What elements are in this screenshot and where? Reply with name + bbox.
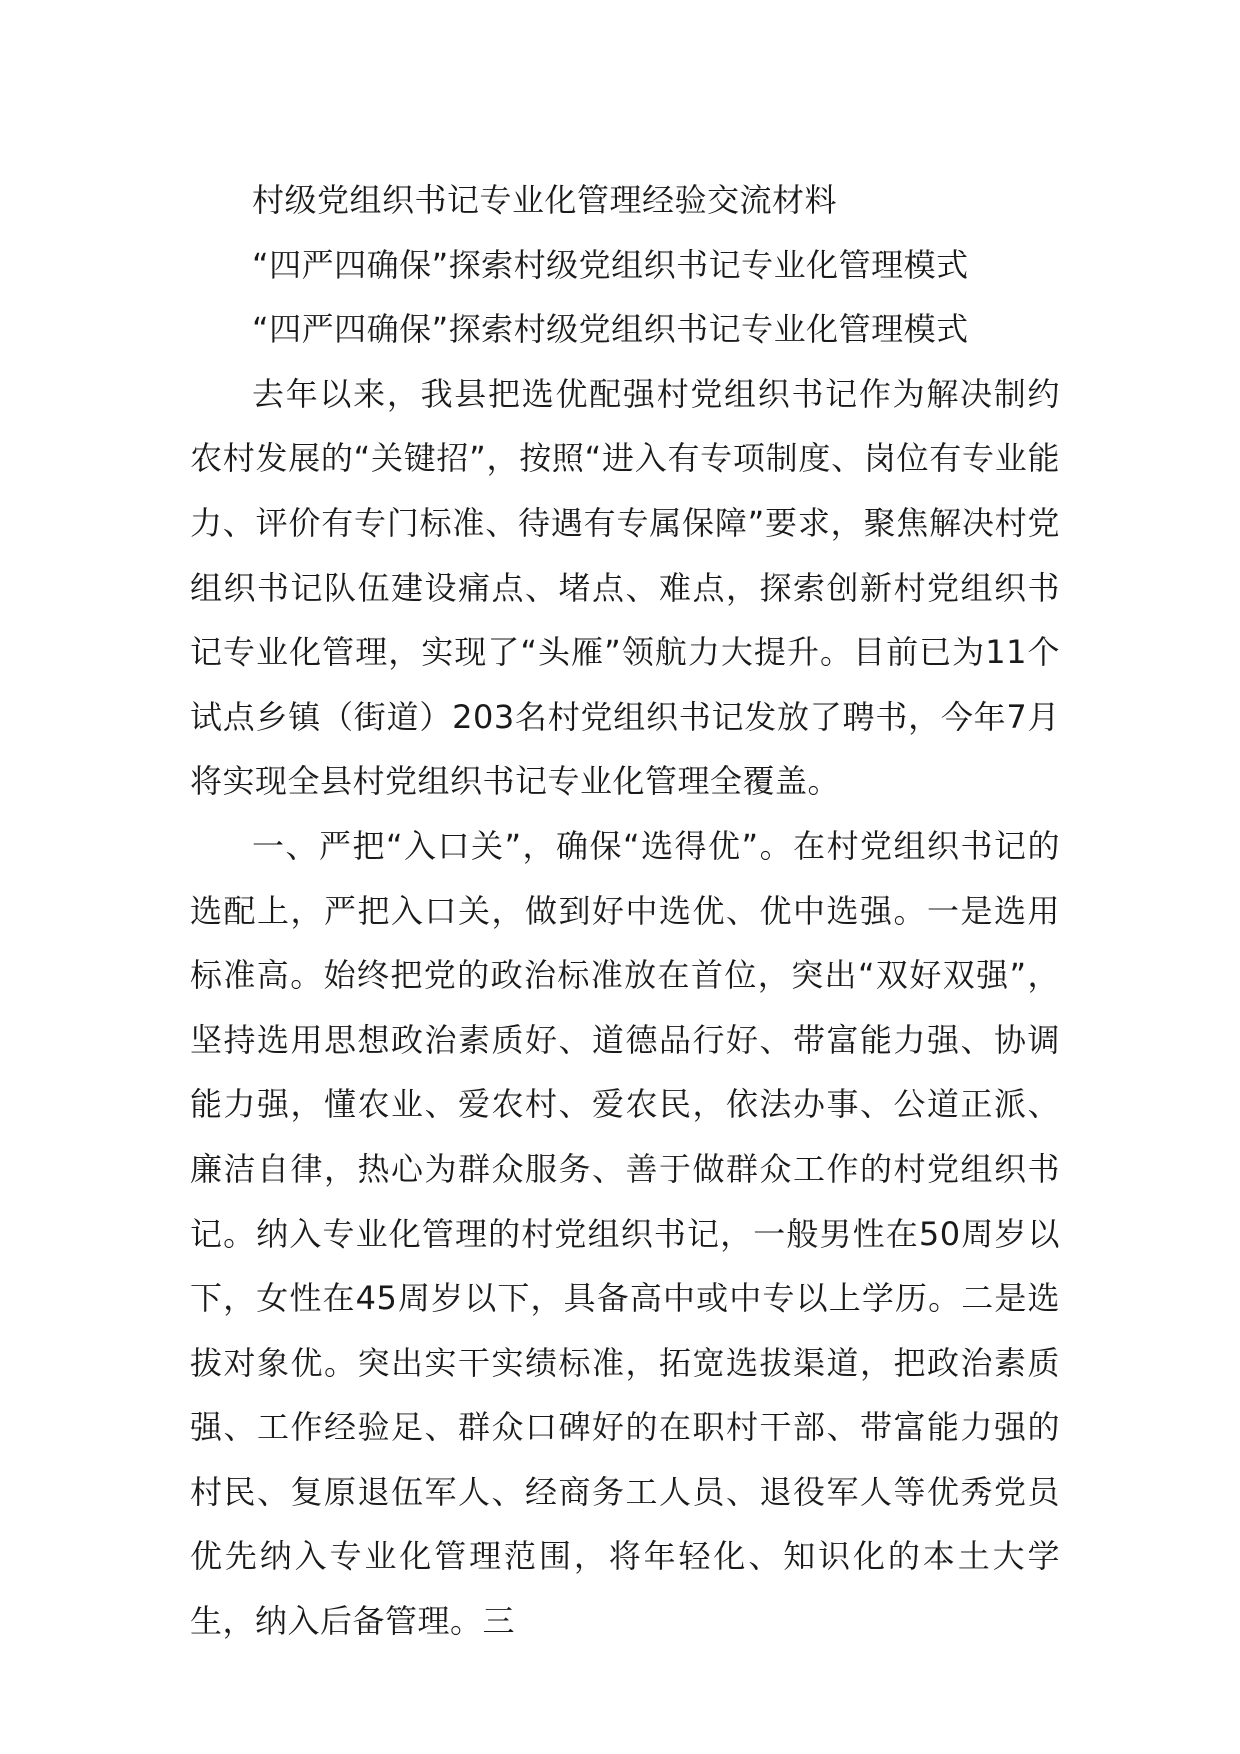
document-subtitle-repeat: “四严四确保”探索村级党组织书记专业化管理模式 [252, 310, 969, 349]
section-one-paragraph: 一、严把“入口关”，确保“选得优”。在村党组织书记的选配上，严把入口关，做到好中选优、优中选强。一是选用标准高。始终把党的政治标准放在首位，突出“双好双强”，坚持选用思想政治素质好、道德品行好、带富能力强、协调能力强，懂农业、爱农村、爱农民，依法办事、公道正派、廉洁自律，热心为群众服务、善于做群众工作的村党组织书记。纳入专业化管理的村党组织书记，一般男性在50周岁以下，女性在45周岁以下，具备高中或中专以上学历。二是选拔对象优。突出实干实绩标准，拓宽选拔渠道，把政治素质强、工作经验足、群众口碑好的在职村干部、带富能力强的村民、复原退伍军人、经商务工人员、退役军人等优秀党员优先纳入专业化管理范围，将年轻化、知识化的本土大学生，纳入后备管理。三 [190, 826, 1060, 1641]
document-body [190, 168, 1060, 1654]
document-title: 村级党组织书记专业化管理经验交流材料 [252, 181, 838, 219]
document-subtitle: “四严四确保”探索村级党组织书记专业化管理模式 [252, 245, 969, 284]
intro-paragraph: 去年以来，我县把选优配强村党组织书记作为解决制约农村发展的“关键招”，按照“进入有专项制度、岗位有专业能力、评价有专门标准、待遇有专属保障”要求，聚焦解决村党组织书记队伍建设痛点、堵点、难点，探索创新村党组织书记专业化管理，实现了“头雁”领航力大提升。目前已为11个试点乡镇（街道）203名村党组织书记发放了聘书，今年7月将实现全县村党组织书记专业化管理全覆盖。 [190, 374, 1060, 801]
